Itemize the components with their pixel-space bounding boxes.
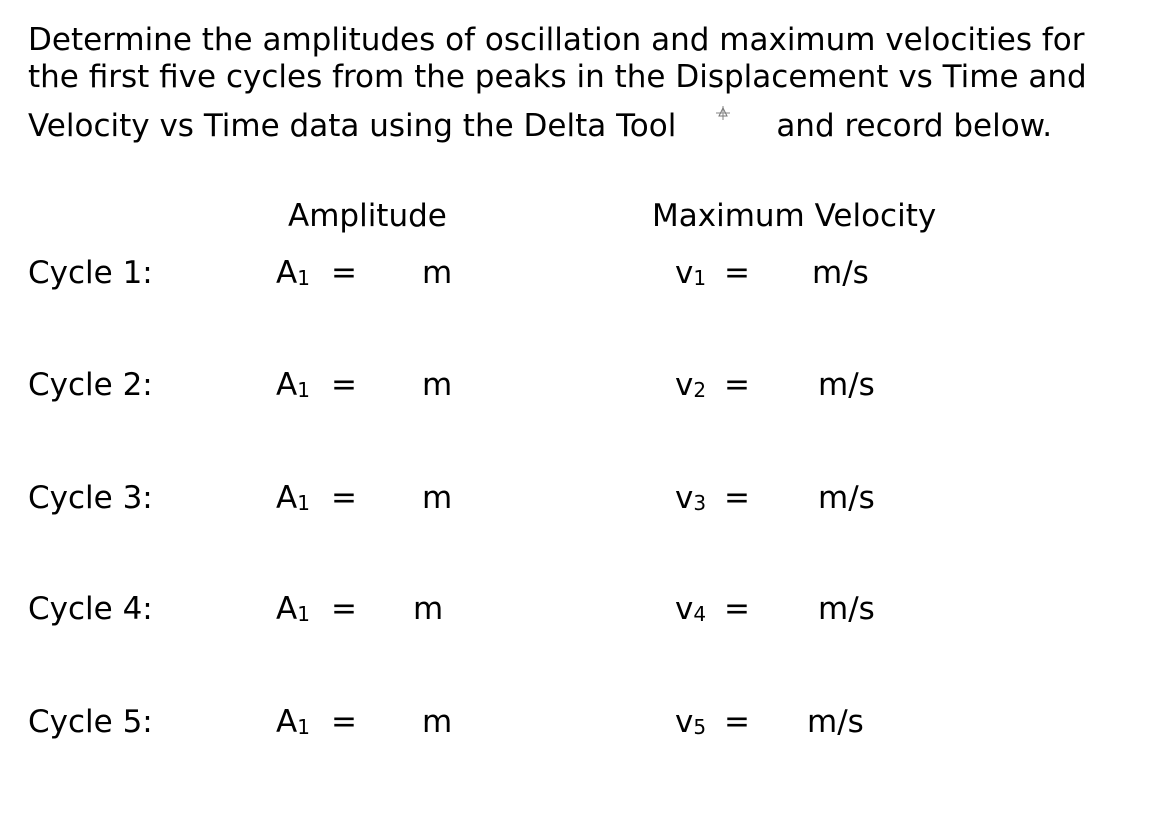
- instructions-line-1: Determine the amplitudes of oscillation and maximum velocities for: [28, 22, 1085, 58]
- velocity-equals: =: [724, 704, 750, 740]
- instructions-line-3-start: Velocity vs Time data using the Delta Tool: [28, 108, 677, 144]
- instructions-line-2: the first five cycles from the peaks in the Displacement vs Time and: [28, 59, 1087, 95]
- amplitude-symbol: $A_1$: [276, 255, 310, 291]
- amplitude-equals: =: [331, 255, 357, 291]
- velocity-unit: m/s: [812, 255, 869, 291]
- velocity-equals: =: [724, 367, 750, 403]
- amplitude-equals: =: [331, 480, 357, 516]
- cycle-label: Cycle 5:: [28, 704, 153, 740]
- amplitude-unit: m: [422, 367, 453, 403]
- cycle-label: Cycle 3:: [28, 480, 153, 516]
- amplitude-unit: m: [413, 591, 444, 627]
- velocity-unit: m/s: [818, 591, 875, 627]
- cycle-row: [0, 704, 1159, 744]
- cycle-row: [0, 255, 1159, 295]
- velocity-symbol: $v_3$: [675, 480, 707, 516]
- instructions-line-3-end: and record below.: [776, 108, 1053, 144]
- max-velocity-header: Maximum Velocity: [652, 198, 937, 234]
- amplitude-unit: m: [422, 480, 453, 516]
- velocity-symbol: $v_2$: [675, 367, 707, 403]
- velocity-unit: m/s: [818, 480, 875, 516]
- cycle-label: Cycle 1:: [28, 255, 153, 291]
- delta-tool-icon: [712, 96, 734, 118]
- amplitude-symbol: $A_1$: [276, 704, 310, 740]
- cycle-row: [0, 367, 1159, 407]
- amplitude-unit: m: [422, 255, 453, 291]
- velocity-symbol: $v_1$: [675, 255, 707, 291]
- velocity-equals: =: [724, 255, 750, 291]
- cycle-label: Cycle 4:: [28, 591, 153, 627]
- amplitude-symbol: $A_1$: [276, 480, 310, 516]
- velocity-symbol: $v_4$: [675, 591, 707, 627]
- velocity-equals: =: [724, 591, 750, 627]
- velocity-equals: =: [724, 480, 750, 516]
- amplitude-equals: =: [331, 704, 357, 740]
- amplitude-unit: m: [422, 704, 453, 740]
- amplitude-equals: =: [331, 591, 357, 627]
- cycle-row: [0, 480, 1159, 520]
- amplitude-symbol: $A_1$: [276, 591, 310, 627]
- velocity-symbol: $v_5$: [675, 704, 707, 740]
- instructions-line-3: [28, 96, 1153, 145]
- cycle-label: Cycle 2:: [28, 367, 153, 403]
- amplitude-equals: =: [331, 367, 357, 403]
- cycle-row: [0, 591, 1159, 631]
- amplitude-symbol: $A_1$: [276, 367, 310, 403]
- amplitude-header: Amplitude: [288, 198, 447, 234]
- instructions-paragraph: [28, 22, 1153, 145]
- velocity-unit: m/s: [818, 367, 875, 403]
- velocity-unit: m/s: [807, 704, 864, 740]
